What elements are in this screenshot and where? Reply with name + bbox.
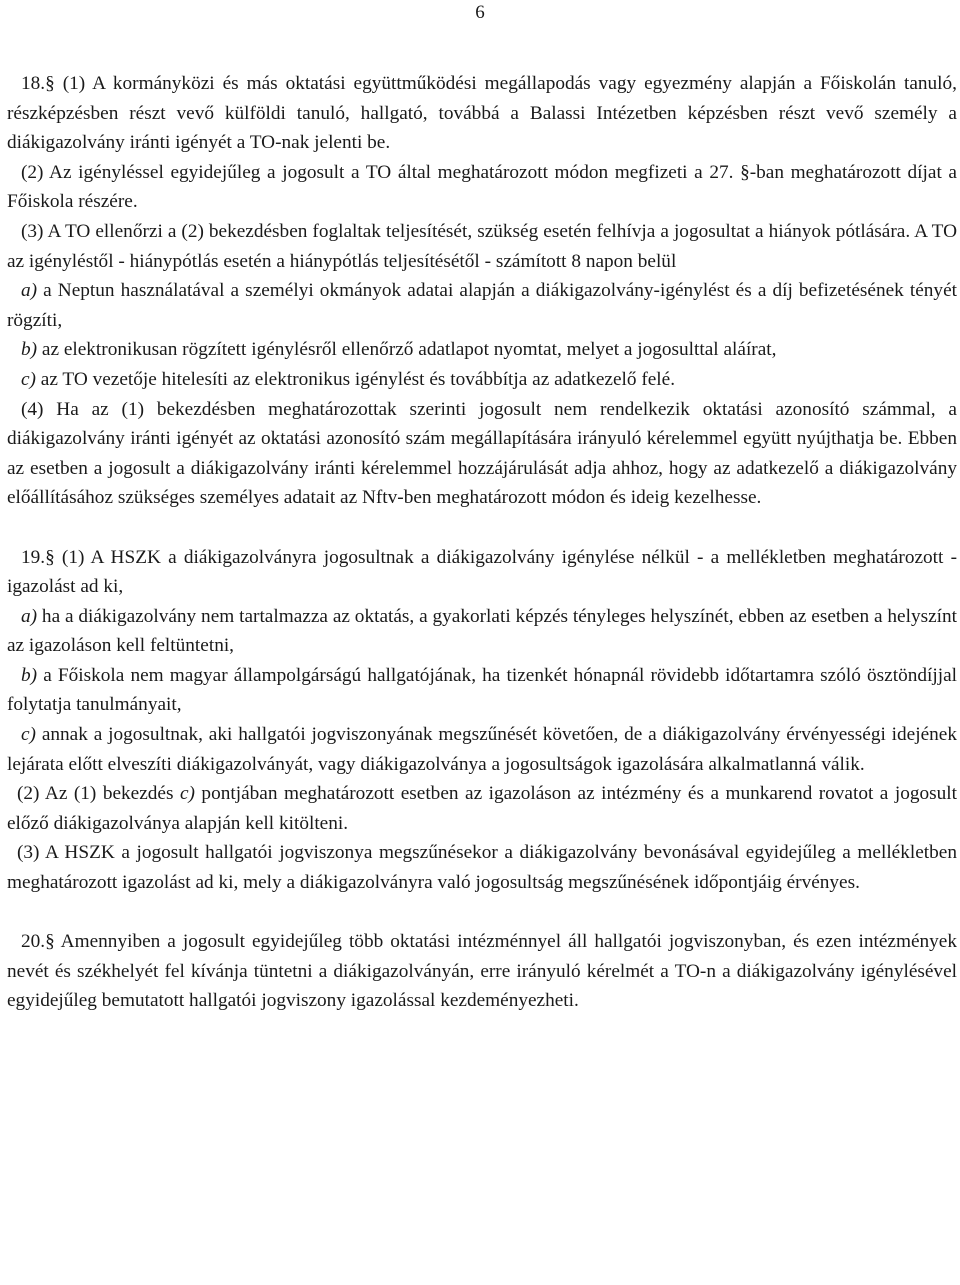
- section-18-paragraph-1: 18.§ (1) A kormányközi és más oktatási együttműködési megállapodás vagy egyezmény alapján a Főiskolán tanuló, részképzésben részt vevő külföldi tanuló, hallgató, továbbá a Balassi Intézetben képzésben részt vevő személy a diákigazolvány iránti igényét a TO-nak jelenti be.: [7, 73, 957, 154]
- page-number: 6: [475, 2, 485, 23]
- item-label: b): [21, 339, 38, 361]
- section-19-item-c: [7, 720, 957, 779]
- section-spacer: [7, 898, 957, 928]
- section-20-paragraph-1: 20.§ Amennyiben a jogosult egyidejűleg több oktatási intézménnyel áll hallgatói jogviszonyban, és ezen intézmények nevét és székhelyét fel kívánja tüntetni a diákigazolványán, erre irányuló kérelmét a TO-n a diákigazolvány igénylésével egyidejűleg bemutatott hallgatói jogviszony igazolással kezdeményezheti.: [7, 931, 957, 1012]
- item-label: a): [21, 280, 38, 302]
- section-19-paragraph-1: 19.§ (1) A HSZK a diákigazolványra jogosultnak a diákigazolvány igénylése nélkül - a mellékletben meghatározott - igazolást ad ki,: [7, 546, 957, 598]
- item-label: b): [21, 664, 38, 686]
- section-18-item-a: [7, 276, 957, 335]
- section-19-paragraph-2: [7, 779, 957, 838]
- section-19-item-b: [7, 661, 957, 720]
- item-label: c): [179, 783, 195, 805]
- section-18-paragraph-4: (4) Ha az (1) bekezdésben meghatározottak szerinti jogosult nem rendelkezik oktatási azonosító számmal, a diákigazolvány iránti igényét az oktatási azonosító szám megállapítására irányuló kérelemmel együtt nyújthatja be. Ebben az esetben a jogosult a diákigazolvány iránti kérelemmel hozzájárulását adja ahhoz, hogy az adatkezelő a diákigazolvány előállításához szükséges személyes adatait az Nftv-ben meghatározott módon és ideig kezelhesse.: [7, 398, 957, 509]
- item-text: annak a jogosultnak, aki hallgatói jogviszonyának megszűnését követően, de a diákigazolvány érvényességi idejének lejárata előtt elveszíti diákigazolványát, vagy diákigazolványa a jogosultságok igazolására alkalmatlanná válik.: [7, 724, 957, 775]
- section-19-item-a: [7, 602, 957, 661]
- section-19: [7, 543, 957, 898]
- section-19-paragraph-3: (3) A HSZK a jogosult hallgatói jogviszonya megszűnésekor a diákigazolvány bevonásával egyidejűleg a mellékletben meghatározott igazolást ad ki, mely a diákigazolványra való jogosultság megszűnésének időpontjáig érvényes.: [7, 842, 957, 894]
- item-label: c): [21, 368, 36, 390]
- item-text: az elektronikusan rögzített igénylésről ellenőrző adatlapot nyomtat, melyet a jogosulttal aláírat,: [37, 339, 777, 361]
- paragraph-text: (2) Az (1) bekezdés: [17, 783, 180, 805]
- section-18-paragraph-2: (2) Az igényléssel egyidejűleg a jogosult a TO által meghatározott módon megfizeti a 27. §-ban meghatározott díjat a Főiskola részére.: [7, 161, 957, 213]
- section-spacer: [7, 513, 957, 543]
- section-18: [7, 69, 957, 513]
- item-text: ha a diákigazolvány nem tartalmazza az oktatás, a gyakorlati képzés tényleges helyszínét, ebben az esetben a helyszínt az igazoláson kell feltüntetni,: [7, 605, 957, 657]
- item-text: a Neptun használatával a személyi okmányok adatai alapján a diákigazolvány-igénylést és a díj befizetésének tényét rögzíti,: [7, 280, 957, 331]
- section-20: [7, 927, 957, 1016]
- document-body: [7, 69, 957, 1016]
- section-18-paragraph-3: (3) A TO ellenőrzi a (2) bekezdésben foglaltak teljesítését, szükség esetén felhívja a jogosultat a hiányok pótlására. A TO az igényléstől - hiánypótlás esetén a hiánypótlás teljesítésétől - számított 8 napon belül: [7, 220, 957, 272]
- item-text: a Főiskola nem magyar állampolgárságú hallgatójának, ha tizenkét hónapnál rövidebb időtartamra szóló ösztöndíjjal folytatja tanulmányait,: [7, 664, 957, 716]
- item-label: c): [21, 724, 36, 746]
- section-18-item-c: [7, 365, 957, 395]
- section-18-item-b: [7, 335, 957, 365]
- item-label: a): [21, 605, 38, 627]
- item-text: az TO vezetője hitelesíti az elektronikus igénylést és továbbítja az adatkezelő felé.: [35, 368, 676, 390]
- paragraph-text: pontjában meghatározott esetben az igazoláson az intézmény és a munkarend rovatot a jogosult előző diákigazolványa alapján kell kitölteni.: [7, 783, 957, 834]
